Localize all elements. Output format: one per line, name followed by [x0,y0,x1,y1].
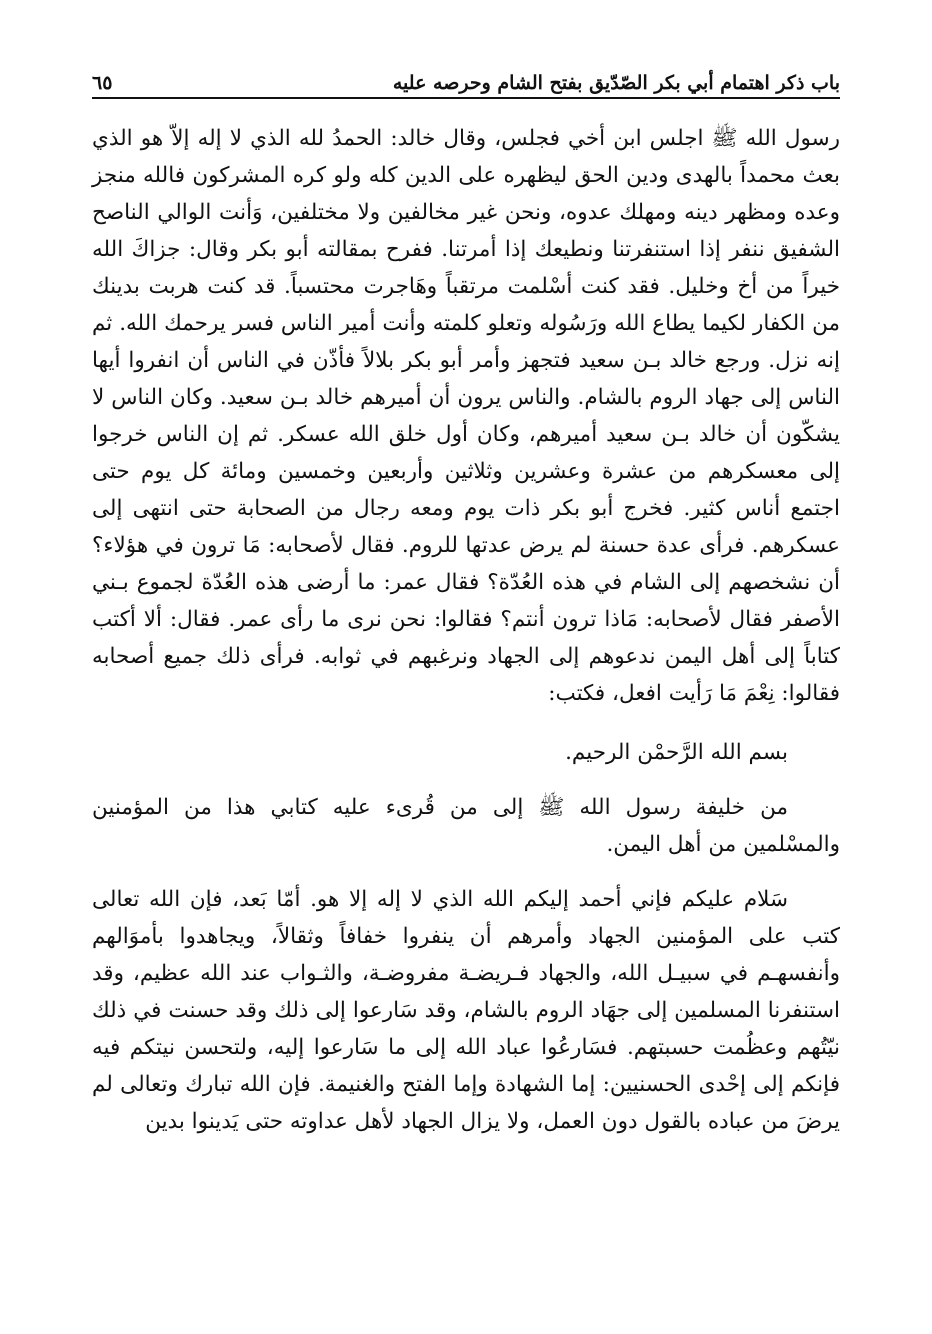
running-header [92,58,840,94]
letter-address: من خليفة رسول الله ﷺ إلى من قُرىء عليه كتابي هذا من المؤمنين والمسْلمين من أهل اليمن. [92,795,840,857]
chapter-title: باب ذكر اهتمام أبي بكر الصّدّيق بفتح الشام وحرصه عليه [392,72,840,94]
body-text [92,120,840,1140]
basmala-line: بسم الله الرَّحمْن الرحيم. [565,740,788,765]
page-number: ٦٥ [92,72,113,94]
letter-body: سَلام عليكم فإني أحمد إليكم الله الذي لا إله إلا هو. أمّا بَعد، فإن الله تعالى كتب على المؤمنين الجهاد وأمرهم أن ينفروا خفافاً وثقالاً، ويجاهدوا بأموَالهم وأنفسهـم في سبيـل الله، والجهاد فـريضـة مفروضـة، والثـواب عند الله عظيم، وقد استنفرنا المسلمين إلى جهَاد الروم بالشام، وقد سَارعوا إلى ذلك وقد حسنت في ذلك نيّتُهم وعظُمت حسبتهم. فسَارعُوا عباد الله إلى ما سَارعوا إليه، ولتحسن نيتكم فيه فإنكم إلى إحْدى الحسنيين: إما الشهادة وإما الفتح والغنيمة. فإن الله تبارك وتعالى لم يرضَ من عباده بالقول دون العمل، ولا يزال الجهاد لأهل عداوته حتى يَدينوا بدين [92,887,840,1134]
paragraph-1: رسول الله ﷺ اجلس ابن أخي فجلس، وقال خالد: الحمدُ لله الذي لا إله إلاّ هو الذي بعث محمداً بالهدى ودين الحق ليظهره على الدين كله ولو كره المشركون فالله منجز وعده ومظهر دينه ومهلك عدوه، ونحن غير مخالفين ولا مختلفين، وَأنت الوالي الناصح الشفيق ننفر إذا استنفرتنا ونطيعك إذا أمرتنا. ففرح بمقالته أبو بكر وقال: جزاكَ الله خيراً من أخ وخليل. فقد كنت أسْلمت مرتقباً وهَاجرت محتسباً. قد كنت هربت بدينك من الكفار لكيما يطاع الله ورَسُوله وتعلو كلمته وأنت أمير الناس فسر يرحمك الله. ثم إنه نزل. ورجع خالد بـن سعيد فتجهز وأمر أبو بكر بلالاً فأذّن في الناس أن انفروا أيها الناس إلى جهاد الروم بالشام. والناس يرون أن أميرهم خالد بـن سعيد. وكان الناس لا يشكّون أن خالد بـن سعيد أميرهم، وكان أول خلق الله عسكر. ثم إن الناس خرجوا إلى معسكرهم من عشرة وعشرين وثلاثين وأربعين وخمسين ومائة كل يوم حتى اجتمع أناس كثير. فخرج أبو بكر ذات يوم ومعه رجال من الصحابة حتى انتهى إلى عسكرهم. فرأى عدة حسنة لم يرض عدتها للروم. فقال لأصحابه: مَا ترون في هؤلاء؟ أن نشخصهم إلى الشام في هذه العُدّة؟ فقال عمر: ما أرضى هذه العُدّة لجموع بـني الأصفر فقال لأصحابه: مَاذا ترون أنتم؟ فقالوا: نحن نرى ما رأى عمر. فقال: ألا أكتب كتاباً إلى أهل اليمن ندعوهم إلى الجهاد ونرغبهم في ثوابه. فرأى ذلك جميع أصحابه فقالوا: نِعْمَ مَا رَأيت افعل، فكتب: [92,126,840,706]
header-rule [92,97,840,99]
